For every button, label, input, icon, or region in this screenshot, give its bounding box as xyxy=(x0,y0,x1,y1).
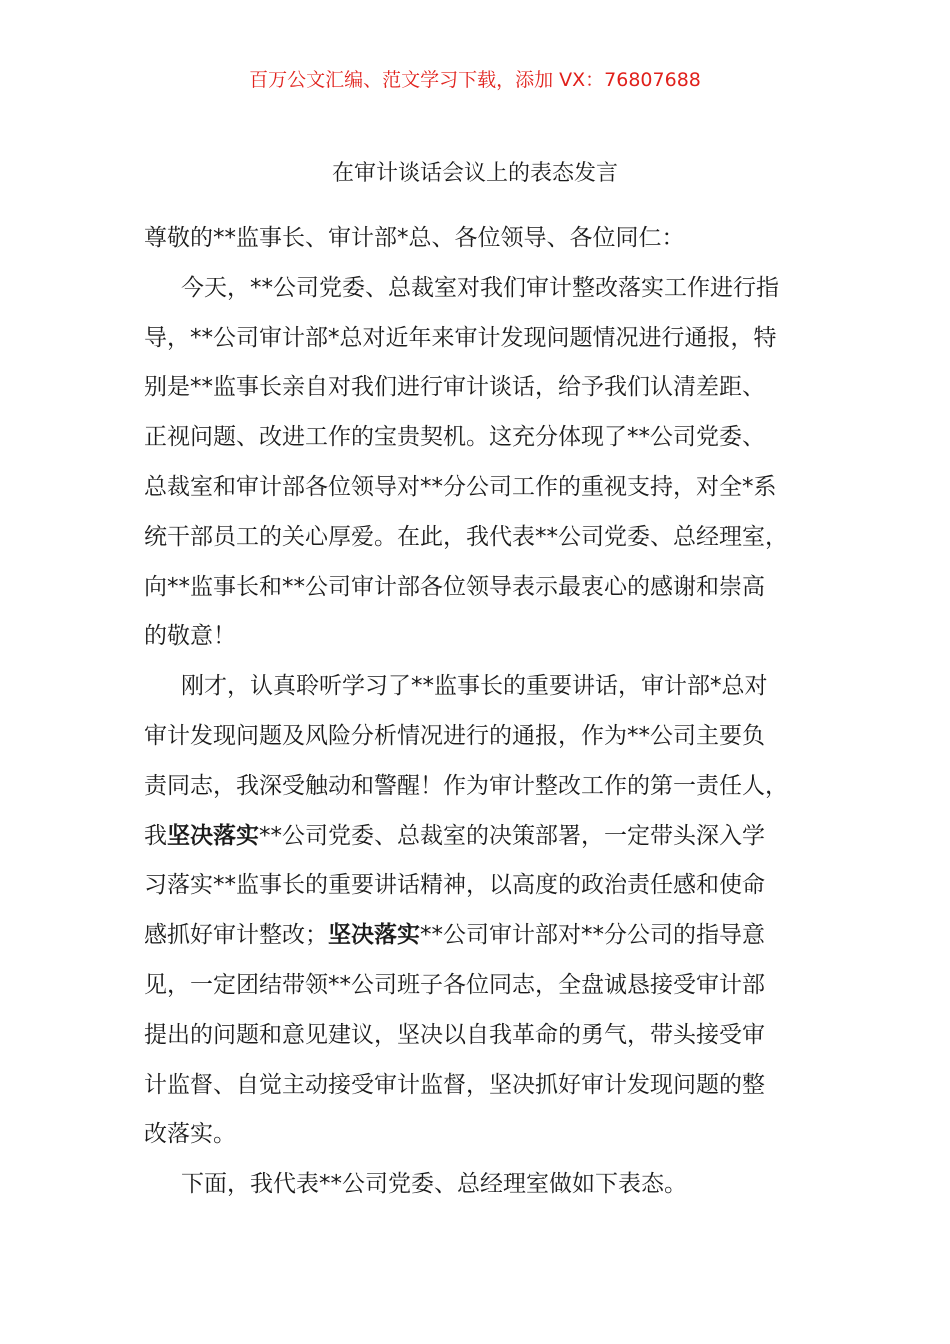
paragraph-line xyxy=(144,911,814,961)
paragraph-opening xyxy=(144,264,814,662)
paragraph-line xyxy=(144,812,814,862)
paragraph-line: 提出的问题和意见建议，坚决以自我革命的勇气，带头接受审 xyxy=(144,1021,765,1048)
document-title: 在审计谈话会议上的表态发言 xyxy=(331,161,618,186)
paragraph-line: 总裁室和审计部各位领导对**分公司工作的重视支持，对全*系 xyxy=(144,473,777,500)
paragraph-line: 统干部员工的关心厚爱。在此，我代表**公司党委、总经理室， xyxy=(144,523,788,550)
paragraph-statement: 下面，我代表**公司党委、总经理室做如下表态。 xyxy=(181,1171,687,1198)
paragraph-line: 导，**公司审计部*总对近年来审计发现问题情况进行通报，特 xyxy=(144,324,777,351)
paragraph-line: 习落实**监事长的重要讲话精神，以高度的政治责任感和使命 xyxy=(144,872,765,899)
emphasis-text: 坚决落实 xyxy=(167,822,259,849)
salutation: 尊敬的**监事长、审计部*总、各位领导、各位同仁： xyxy=(144,225,685,251)
line-text: **公司党委、总裁室的决策部署，一定带头深入学 xyxy=(259,822,765,849)
line-text: 我 xyxy=(144,822,167,849)
paragraph-line: 改落实。 xyxy=(144,1121,236,1148)
paragraph-line: 向**监事长和**公司审计部各位领导表示最衷心的感谢和崇高 xyxy=(144,573,765,600)
line-text: **公司审计部对**分公司的指导意 xyxy=(420,922,765,949)
paragraph-line: 责同志，我深受触动和警醒！作为审计整改工作的第一责任人， xyxy=(144,772,788,799)
watermark-banner: 百万公文汇编、范文学习下载，添加 VX：76807688 xyxy=(249,69,701,91)
paragraph-line: 见，一定团结带领**公司班子各位同志，全盘诚恳接受审计部 xyxy=(144,971,765,998)
paragraph-line: 刚才，认真聆听学习了**监事长的重要讲话，审计部*总对 xyxy=(181,673,768,700)
paragraph-line: 别是**监事长亲自对我们进行审计谈话，给予我们认清差距、 xyxy=(144,374,765,401)
paragraph-line: 审计发现问题及风险分析情况进行的通报，作为**公司主要负 xyxy=(144,722,765,749)
paragraph-line: 计监督、自觉主动接受审计监督，坚决抓好审计发现问题的整 xyxy=(144,1071,765,1098)
line-text: 感抓好审计整改； xyxy=(144,922,328,949)
paragraph-line: 正视问题、改进工作的宝贵契机。这充分体现了**公司党委、 xyxy=(144,424,765,451)
emphasis-text: 坚决落实 xyxy=(328,922,420,949)
paragraph-commitment xyxy=(144,662,814,1160)
paragraph-line: 今天，**公司党委、总裁室对我们审计整改落实工作进行指 xyxy=(181,274,779,301)
paragraph-line: 的敬意！ xyxy=(144,623,236,650)
document-body xyxy=(144,214,814,1210)
